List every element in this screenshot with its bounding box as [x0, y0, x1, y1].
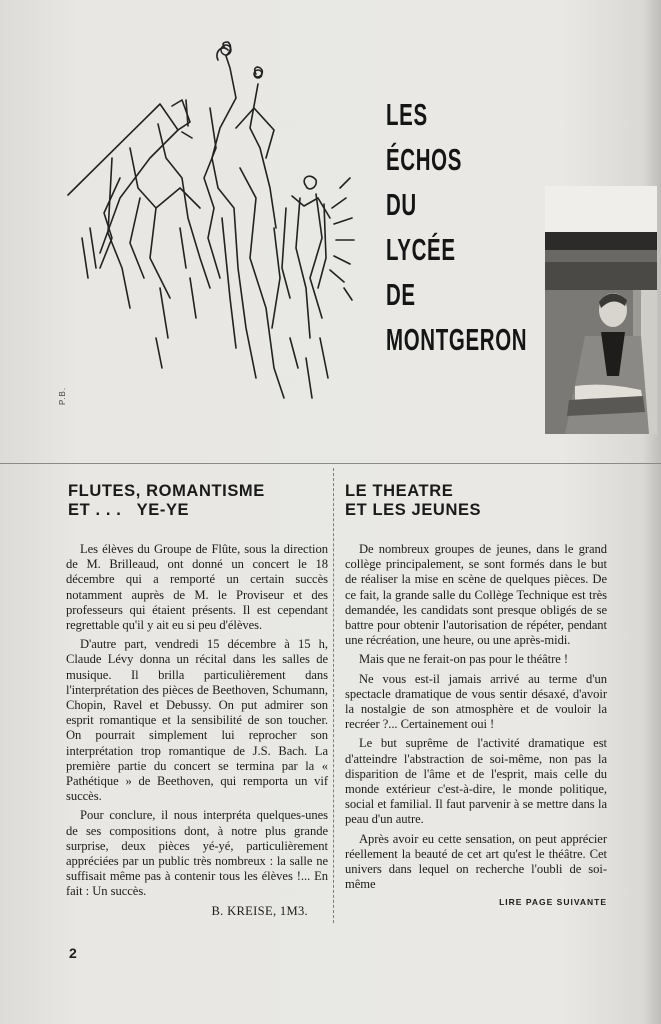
article-paragraph: Ne vous est-il jamais arrivé au terme d'un spectacle dramatique de vous sentir désaxé, d'avoir la nostalgie de son atmosphère et de vouloir la recréer ?... Certainement oui ! [345, 671, 607, 732]
article-title-line: ET . . . YE-YE [68, 501, 190, 519]
masthead-line: DE [386, 277, 416, 312]
article-paragraph: De nombreux groupes de jeunes, dans le grand collège principalement, se sont formés dans le but de réaliser la mise en scène de quelques pièces. De ce fait, la grande salle du Collège Technique est très demandée, les candidats sont presque obligés de se battre pour obtenir l'autorisation de répéter, pendant une récréation, une heure, ou une après-midi. [345, 542, 607, 648]
illustration-credit: P.B. [58, 386, 67, 405]
masthead-line: DU [386, 187, 417, 222]
article-paragraph: Après avoir eu cette sensation, on peut apprécier réellement la beauté de cet art qu'est le théâtre. Cet univers dans lequel on recherche l'oubli de soi-même [345, 831, 607, 892]
article-signature: B. KREISE, 1M3. [211, 903, 308, 918]
continued-note: LIRE PAGE SUIVANTE [499, 897, 607, 908]
masthead-line: MONTGERON [386, 322, 528, 357]
page-spine-shadow [643, 0, 661, 1024]
masthead-line: LES [386, 97, 428, 132]
horizontal-rule [0, 463, 661, 464]
masthead-line: LYCÉE [386, 232, 456, 267]
article-title-line: LE THEATRE [345, 482, 454, 500]
actor-photo [545, 186, 657, 434]
article-paragraph: Pour conclure, il nous interpréta quelques-unes de ses compositions dont, à notre plus grande surprise, deux pièces yé-yé, particulièrement appréciées par un public très nombreux : la salle ne suffisait même pas à contenir tous les élèves !... En fait : Un succès. [66, 808, 328, 899]
masthead-line: ÉCHOS [386, 142, 463, 177]
article-title-line: ET LES JEUNES [345, 501, 482, 519]
article-paragraph: D'autre part, vendredi 15 décembre à 15 h, Claude Lévy donna un récital dans les salles de musique. Il brilla particulièrement dans l'interprétation des pièces de Beethoven, Schumann, Chopin, Ravel et Debussy. On put admirer son esprit romantique et la sensibilité de son toucher. On pourrait simplement lui reprocher son interprétation trop romantique de J.S. Bach. La première partie du concert se termina par la « Pathétique » de Beethoven, qui remporta un vif succès. [66, 637, 328, 804]
article-paragraph: Le but suprême de l'activité dramatique est d'atteindre l'abstraction de soi-même, non pas la disparition de l'âme et de l'esprit, mais celle du monde extérieur c'est-à-dire, le monde politique, social et familial. Il faut parvenir à se mettre dans la peau d'un autre. [345, 736, 607, 827]
column-divider [333, 468, 334, 923]
article-title-line: FLUTES, ROMANTISME [68, 482, 265, 500]
article-title [345, 482, 607, 520]
article-paragraph: Mais que ne ferait-on pas pour le théâtre ! [359, 652, 569, 667]
article-flutes [66, 482, 328, 923]
article-title [68, 482, 328, 520]
masthead-title [386, 92, 546, 362]
article-theatre [345, 482, 607, 915]
performers-sketch-illustration [60, 38, 380, 443]
page-number: 2 [69, 945, 77, 961]
article-paragraph: Les élèves du Groupe de Flûte, sous la direction de M. Brilleaud, ont donné un concert le 18 décembre qui a remporté un certain succès notamment auprès de M. le Proviseur et des professeurs qui étaient présents. Il est cependant regrettable qu'il y ait eu si peu d'élèves. [66, 542, 328, 633]
